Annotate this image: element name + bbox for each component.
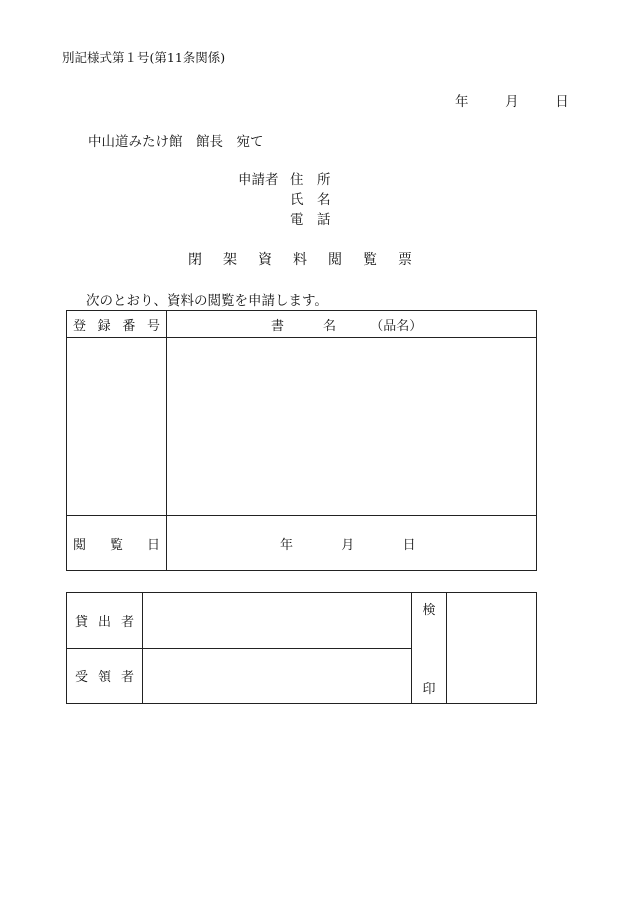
- header-char: 号: [146, 318, 160, 334]
- title-char: 票: [398, 252, 412, 268]
- label-char: 出: [97, 614, 111, 630]
- book-title-header: [167, 311, 537, 338]
- label-char: 者: [120, 670, 134, 686]
- title-char: 閲: [328, 252, 342, 268]
- inspection-seal-cell[interactable]: [447, 593, 537, 704]
- registration-number-cell[interactable]: [67, 338, 167, 516]
- book-title-cell[interactable]: [167, 338, 537, 516]
- address-field-label: 住 所: [290, 172, 331, 188]
- receiver-label: [67, 648, 143, 704]
- title-char: 閉: [188, 252, 202, 268]
- day-label: 日: [402, 537, 416, 553]
- month-label: 月: [505, 94, 519, 110]
- receiver-cell[interactable]: [143, 648, 412, 704]
- label-char: 覧: [109, 537, 123, 553]
- year-label: 年: [280, 537, 294, 553]
- label-char: 貸: [75, 614, 89, 630]
- label-char: 受: [75, 670, 89, 686]
- label-char: 者: [120, 614, 134, 630]
- form-number: 別記様式第１号(第11条関係): [62, 50, 226, 65]
- label-char: 日: [146, 537, 160, 553]
- title-char: 資: [258, 252, 272, 268]
- title-char: 料: [293, 252, 307, 268]
- form-title: [188, 249, 433, 269]
- request-table: [66, 310, 537, 571]
- lender-label: [67, 593, 143, 649]
- month-label: 月: [341, 537, 355, 553]
- header-char: 録: [97, 318, 111, 334]
- name-field-label: 氏 名: [290, 192, 331, 208]
- application-date: [455, 90, 569, 110]
- intro-text: 次のとおり、資料の閲覧を申請します。: [86, 293, 328, 309]
- addressee: 中山道みたけ館 館長 宛て: [88, 134, 264, 150]
- registration-number-header: [67, 311, 167, 338]
- lender-cell[interactable]: [143, 593, 412, 649]
- view-date-label: [67, 516, 167, 571]
- lending-table: [66, 592, 537, 704]
- label-char: 閲: [73, 537, 87, 553]
- year-label: 年: [455, 94, 469, 110]
- title-char: 覧: [363, 252, 377, 268]
- label-char: 領: [97, 670, 111, 686]
- header-char: 番: [122, 318, 136, 334]
- applicant-block: [238, 170, 331, 230]
- seal-char: 印: [422, 682, 436, 697]
- title-char: 架: [223, 252, 237, 268]
- book-title-label: 書 名: [271, 318, 337, 334]
- book-title-note: （品名）: [370, 318, 423, 334]
- applicant-label: 申請者: [238, 172, 279, 188]
- inspection-label: [412, 593, 447, 704]
- header-char: 登: [73, 318, 87, 334]
- phone-field-label: 電 話: [290, 212, 331, 228]
- inspection-char: 検: [422, 603, 436, 618]
- day-label: 日: [555, 94, 569, 110]
- view-date-cell[interactable]: [167, 516, 537, 571]
